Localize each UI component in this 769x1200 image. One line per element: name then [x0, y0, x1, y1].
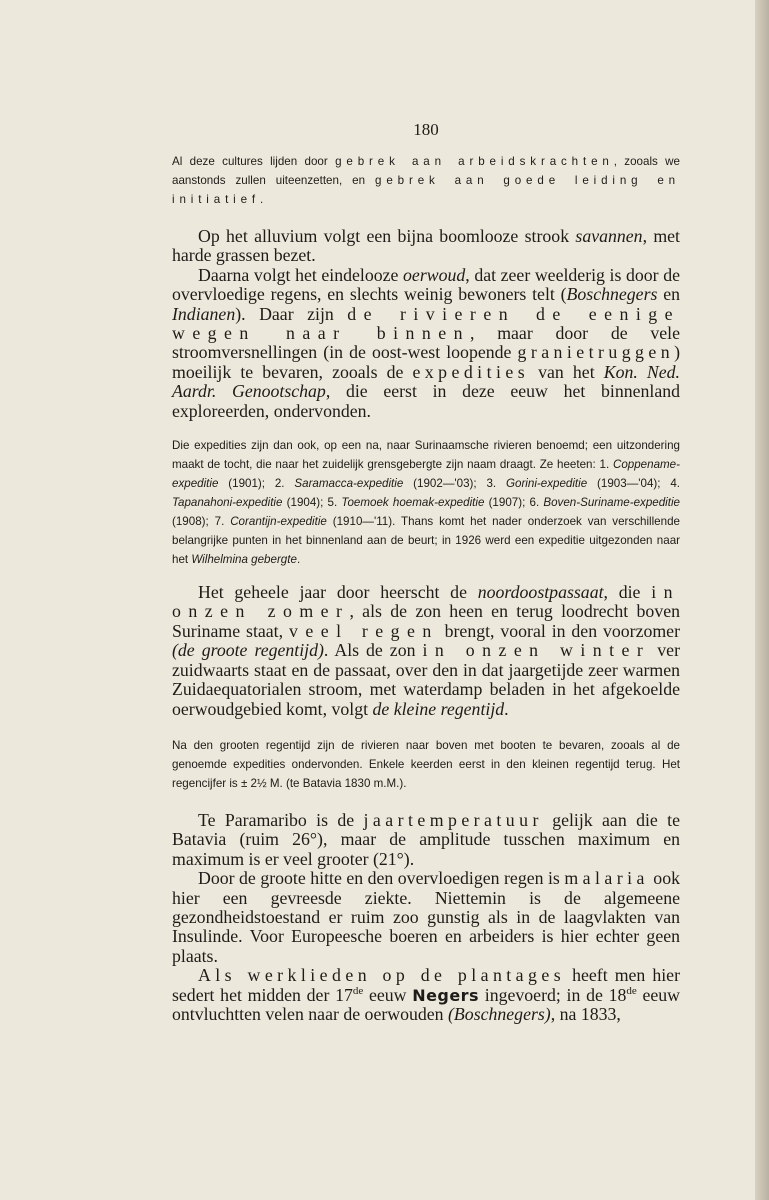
text-run: ook hier een gevreesde ziekte. Niettemin is de algemeene gezondheidstoestand er ruim zoo gunstig als in de laagvlakten van Insulinde. Voor Europeesche boeren en arbeiders is hier echter geen plaats.	[172, 868, 680, 966]
spaced-emphasis: granietruggen	[517, 342, 675, 363]
text-run: , dat zeer weelderig is door de overvloedige regens, en slechts weinig bewoners telt (	[172, 264, 680, 305]
spaced-emphasis: de rivieren de eenige wegen naar binnen	[172, 303, 680, 344]
note-regentijd: Na den grooten regentijd zijn de rivieren naar boven met booten te bevaren, zooals al de genoemde expedities ondervonden. Enkele keerden eerst in den kleinen regentijd terug. Het regencijfer is ± 2½ M. (te Batavia 1830 m.M.).	[172, 738, 680, 790]
note-expedities	[172, 436, 680, 569]
italic-term: savannen	[575, 226, 643, 246]
text-run: , die	[603, 582, 652, 603]
text-run: . Als de zon	[323, 640, 423, 661]
paragraph-werklieden	[172, 966, 680, 1024]
text-run: .	[504, 698, 509, 719]
text-run: Al deze cultures lijden door	[172, 155, 336, 168]
text-run: eeuw	[363, 984, 413, 1005]
spaced-emphasis: veel regen	[288, 620, 439, 641]
italic-term: Boven-Suriname-expeditie	[543, 496, 680, 510]
italic-term: noordoostpassaat	[477, 582, 604, 603]
italic-term: Indianen	[172, 303, 236, 324]
spaced-emphasis: Als werklieden op de plantages	[198, 965, 566, 986]
text-run: ver zuidwaarts staat en de passaat, over den in dat jaargetijde zeer warmen Zuidaequatorialen stroom, met waterdamp beladen in het afgekoelde oerwoudgebied komt, volgt	[172, 640, 680, 719]
spaced-emphasis: malaria	[564, 868, 649, 889]
italic-term: Saramacca-expeditie	[294, 477, 404, 491]
page-body	[172, 120, 680, 1024]
text-run: , die eerst in deze eeuw het binnenland exploreerden, ondervonden.	[172, 381, 680, 421]
spaced-emphasis: expedities	[412, 361, 530, 382]
italic-term: Boschnegers	[566, 284, 658, 305]
text-run: Op het alluvium volgt een bijna boomlooze strook	[198, 226, 576, 246]
text-run: van het	[529, 361, 604, 382]
paragraph-temperatuur	[172, 811, 680, 869]
text-run: en	[657, 284, 680, 305]
italic-term: Coppename-expeditie	[172, 458, 680, 491]
text-run: (1902—'03); 3.	[403, 477, 506, 491]
text-run: ). Daar zijn	[235, 303, 348, 324]
paragraph-passaat	[172, 583, 680, 719]
italic-term: (Boschnegers)	[448, 1003, 551, 1024]
page-edge-shadow	[755, 0, 769, 1200]
ordinal-superscript: de	[626, 984, 637, 997]
text-run: Door de groote hitte en den overvloedigen regen is	[198, 868, 565, 889]
ordinal-superscript: de	[352, 984, 364, 997]
italic-term: (de groote regentijd)	[172, 640, 324, 661]
text-run: , met harde grassen bezet.	[172, 226, 680, 266]
text-run: , na 1833,	[550, 1003, 621, 1024]
text-run: .	[260, 193, 264, 206]
italic-term: Kon. Ned. Aardr. Genootschap	[172, 361, 680, 402]
italic-term: oerwoud	[403, 264, 466, 285]
text-run: gelijk aan die te Batavia (ruim 26°), maar de amplitude tusschen maximum en maximum is er veel grooter (21°).	[172, 809, 680, 869]
paragraph-alluvium	[172, 227, 680, 266]
text-run: (1901); 2.	[218, 477, 295, 491]
bold-term: Negers	[412, 985, 480, 1005]
intro-paragraph	[172, 152, 680, 209]
spaced-emphasis: gebrek aan goede leiding en initiatief	[172, 174, 680, 206]
text-run: , als de zon heen en terug loodrecht boven Suriname staat,	[172, 601, 681, 641]
text-run: heeft men hier sedert het midden der 17	[172, 965, 680, 1005]
page-number: 180	[413, 120, 439, 139]
italic-term: de kleine regentijd	[372, 698, 505, 719]
text-run: Daarna volgt het eindelooze	[198, 264, 404, 285]
text-run: .	[296, 553, 301, 567]
text-run: ) moeilijk te bevaren, zooals de	[172, 342, 680, 382]
paragraph-oerwoud	[172, 266, 680, 421]
spaced-emphasis: in onzen winter	[422, 640, 651, 661]
spaced-emphasis: gebrek aan arbeidskrachten	[335, 155, 614, 168]
text-run: Te Paramaribo is de	[198, 809, 364, 830]
text-run: (1908); 7.	[172, 515, 231, 529]
italic-term: Tapanahoni-expeditie	[172, 496, 283, 510]
text-run: (1904); 5.	[282, 496, 342, 510]
text-run: , maar door de vele stroomversnellingen (in de oost-west loopende	[172, 323, 680, 363]
text-run: eeuw ontvluchtten velen naar de oerwouden	[172, 984, 680, 1024]
italic-term: Gorini-expeditie	[505, 477, 588, 491]
text-run: ingevoerd; in de 18	[479, 984, 627, 1005]
spaced-emphasis: in onzen zomer	[172, 582, 680, 622]
text-run: , zooals we aanstonds zullen uiteenzetten, en	[172, 155, 680, 187]
italic-term: Toemoek hoemak-expeditie	[341, 496, 485, 510]
paragraph-malaria	[172, 869, 680, 966]
text-run: (1907); 6.	[484, 496, 544, 510]
text-run: Die expedities zijn dan ook, op een na, naar Surinaamsche rivieren benoemd; een uitzondering maakt de tocht, die naar het zuidelijk grensgebergte zijn naam draagt. Ze heeten: 1.	[172, 439, 680, 472]
text-run: (1910—'11). Thans komt het nader onderzoek van verschillende belangrijke punten in het binnenland aan de beurt; in 1926 werd een expeditie uitgezonden naar het	[172, 515, 680, 567]
text-run: Het geheele jaar door heerscht de	[198, 582, 478, 603]
spaced-emphasis: jaartemperatuur	[363, 809, 543, 830]
italic-term: Wilhelmina gebergte	[191, 553, 297, 567]
italic-term: Corantijn-expeditie	[230, 515, 327, 529]
text-run: brengt, vooral in den voorzomer	[438, 620, 680, 641]
text-run: (1903—'04); 4.	[587, 477, 680, 491]
